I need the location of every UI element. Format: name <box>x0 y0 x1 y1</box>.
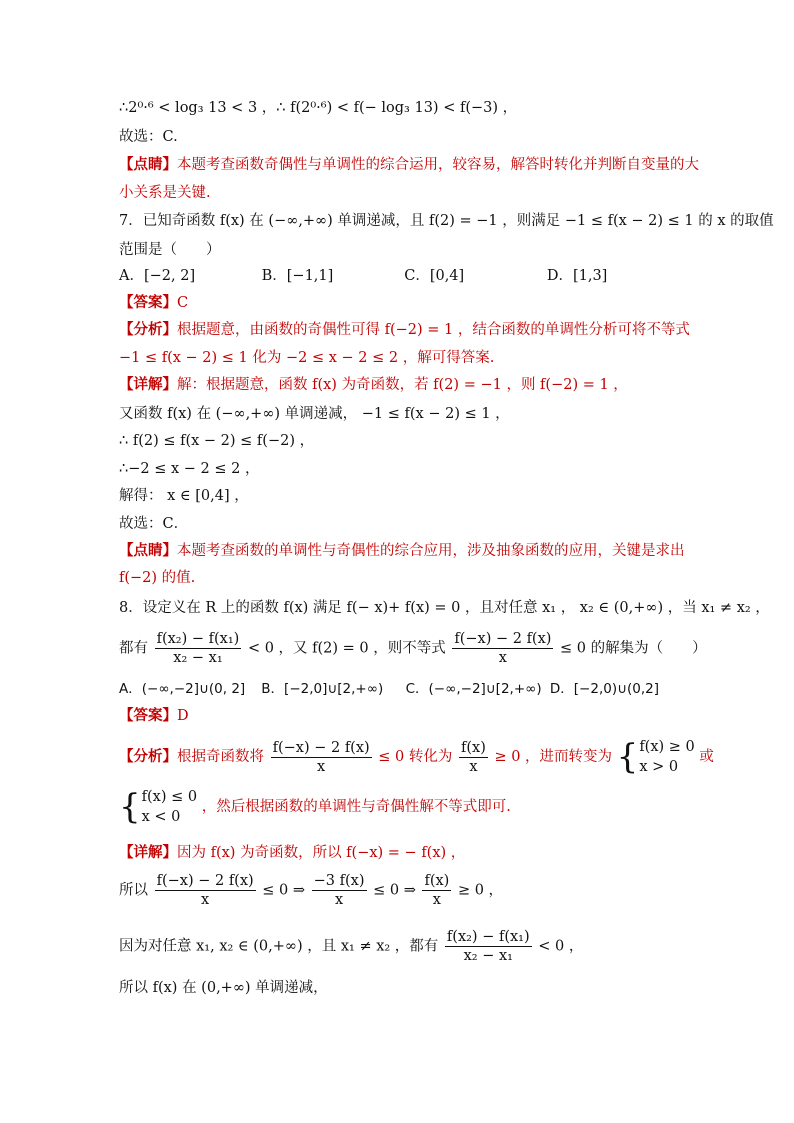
dianjing-text: 本题考查函数的单调性与奇偶性的综合应用，涉及抽象函数的应用，关键是求出 <box>177 543 685 559</box>
text-line: ∴2⁰·⁶ < log₃ 13 < 3 ，∴ f(2⁰·⁶) < f(− log₃ 13) < f(−3) ， <box>119 100 518 116</box>
brace-symbol: { <box>616 737 639 777</box>
answer-line <box>119 706 189 726</box>
fraction <box>422 872 451 909</box>
system-row: x > 0 <box>639 759 679 775</box>
fraction-numerator: f(−x) − 2 f(x) <box>272 739 370 756</box>
detail-text-cont: 所以 f(x) 在 (0,+∞) 单调递减， <box>119 980 328 996</box>
fraction-numerator: f(−x) − 2 f(x) <box>454 631 552 647</box>
fraction <box>155 872 256 909</box>
dianjing-tag: 【点睛】 <box>119 542 177 559</box>
detail-text-cont <box>119 928 583 965</box>
detail-text-cont: 故选：C． <box>119 516 189 532</box>
analysis-tag: 【分析】 <box>119 321 177 338</box>
detail-text: ≤ 0 ⇒ <box>262 882 306 899</box>
option-c: C．[0,4] <box>404 268 465 284</box>
fraction-denominator: x <box>469 758 478 775</box>
detail-text: 所以 <box>119 882 148 899</box>
option-b: B．[−2,0]∪[2,+∞) <box>261 681 384 697</box>
fraction-numerator: f(x₂) − f(x₁) <box>446 929 530 945</box>
analysis-text: 或 <box>699 749 714 765</box>
fraction <box>155 630 242 667</box>
analysis-text: ，然后根据函数的单调性与奇偶性解不等式即可. <box>201 799 511 815</box>
analysis-text: 根据题意，由函数的奇偶性可得 f(−2) = 1 ，结合函数的单调性分析可将不等式 <box>177 322 690 338</box>
answer-line <box>119 293 188 313</box>
detail-text: ≤ 0 ⇒ <box>373 882 416 899</box>
answer-value: D <box>177 708 189 724</box>
fraction-numerator: f(x₂) − f(x₁) <box>156 631 240 647</box>
fraction-denominator: x₂ − x₁ <box>463 948 513 964</box>
question-8-options <box>119 679 659 699</box>
detail-text: 因为 f(x) 为奇函数，所以 f(−x) = − f(x) ， <box>177 845 466 861</box>
answer-tag: 【答案】 <box>119 707 177 724</box>
question-8-stem: 8．设定义在 R 上的函数 f(x) 满足 f(− x)+ f(x) = 0 ，且对任意 x₁ ， x₂ ∈ (0,+∞) ，当 x₁ ≠ x₂ ， <box>119 600 770 616</box>
option-b: B．[−1,1] <box>261 268 334 284</box>
system-row: f(x) ≥ 0 <box>639 739 695 755</box>
system-row: x < 0 <box>141 809 181 825</box>
analysis-text: 根据奇函数将 <box>177 749 264 765</box>
detail-line <box>119 375 628 395</box>
option-c: C．(−∞,−2]∪[2,+∞) <box>405 681 542 697</box>
answer-tag: 【答案】 <box>119 294 177 311</box>
detail-text: ≥ 0 ， <box>457 882 504 899</box>
fraction <box>452 630 553 667</box>
analysis-tag: 【分析】 <box>119 748 177 765</box>
dianjing-text-cont: 小关系是关键. <box>119 185 211 201</box>
brace-symbol: { <box>119 787 141 827</box>
analysis-line <box>119 320 690 340</box>
fraction-denominator: x₂ − x₁ <box>173 650 223 666</box>
fraction <box>312 872 367 909</box>
dianjing-tag: 【点睛】 <box>119 156 177 173</box>
fraction <box>445 928 532 965</box>
system-row: f(x) ≤ 0 <box>141 789 198 805</box>
fraction-numerator: f(x) <box>461 739 486 756</box>
detail-text: 解：根据题意，函数 f(x) 为奇函数，若 f(2) = −1 ，则 f(−2) = 1 ， <box>177 377 628 393</box>
fraction <box>271 739 372 776</box>
fraction-denominator: x <box>317 758 326 775</box>
analysis-text-cont: −1 ≤ f(x − 2) ≤ 1 化为 −2 ≤ x − 2 ≤ 2 ，解可得答案. <box>119 350 495 366</box>
fraction-denominator: x <box>201 892 210 908</box>
detail-text: < 0 ， <box>538 938 584 955</box>
detail-text-cont: ∴ f(2) ≤ f(x − 2) ≤ f(−2) ， <box>119 433 315 449</box>
analysis-text: ≥ 0 ，进而转变为 <box>494 749 613 765</box>
question-7-stem-cont: 范围是（ ） <box>119 242 221 258</box>
text-line: 故选：C. <box>119 129 178 145</box>
fraction-numerator: −3 f(x) <box>313 873 365 889</box>
question-7-stem: 7．已知奇函数 f(x) 在 (−∞,+∞) 单调递减，且 f(2) = −1 ，则满足 −1 ≤ f(x − 2) ≤ 1 的 x 的取值 <box>119 213 774 229</box>
detail-tag: 【详解】 <box>119 844 177 861</box>
detail-text-cont <box>119 872 503 909</box>
question-7-options <box>119 266 685 286</box>
analysis-text: ≤ 0 转化为 <box>378 749 453 765</box>
fraction <box>459 739 488 776</box>
analysis-text-cont <box>119 787 511 827</box>
option-a: A．(−∞,−2]∪(0, 2] <box>119 681 246 697</box>
stem-text: ≤ 0 的解集为（ ） <box>560 640 707 657</box>
detail-text-cont: 又函数 f(x) 在 (−∞,+∞) 单调递减， −1 ≤ f(x − 2) ≤ 1 ， <box>119 406 510 422</box>
option-a: A．[−2, 2] <box>119 268 196 284</box>
inequality-system <box>639 737 694 777</box>
detail-text: 因为对任意 x₁, x₂ ∈ (0,+∞) ，且 x₁ ≠ x₂ ，都有 <box>119 938 439 955</box>
fraction-numerator: f(x) <box>424 873 450 889</box>
detail-text-cont: 解得： x ∈ [0,4] ， <box>119 488 249 504</box>
dianjing-text-cont: f(−2) 的值. <box>119 570 196 586</box>
fraction-denominator: x <box>432 892 441 908</box>
fraction-denominator: x <box>498 650 507 666</box>
detail-text-cont: ∴−2 ≤ x − 2 ≤ 2 ， <box>119 461 260 477</box>
dianjing-line <box>119 541 685 561</box>
option-d: D．[−2,0)∪(0,2] <box>549 681 659 697</box>
stem-text: < 0 ，又 f(2) = 0 ，则不等式 <box>247 640 446 657</box>
option-d: D．[1,3] <box>546 268 608 284</box>
question-8-stem-cont <box>119 630 707 667</box>
answer-value: C <box>177 295 189 311</box>
analysis-line <box>119 737 714 777</box>
dianjing-text: 本题考查函数奇偶性与单调性的综合运用，较容易，解答时转化并判断自变量的大 <box>177 157 699 173</box>
fraction-denominator: x <box>334 892 344 908</box>
fraction-numerator: f(−x) − 2 f(x) <box>156 873 254 889</box>
inequality-system <box>142 787 197 827</box>
dianjing-line <box>119 155 699 175</box>
detail-line <box>119 843 465 863</box>
detail-tag: 【详解】 <box>119 376 177 393</box>
stem-text: 都有 <box>119 640 148 657</box>
